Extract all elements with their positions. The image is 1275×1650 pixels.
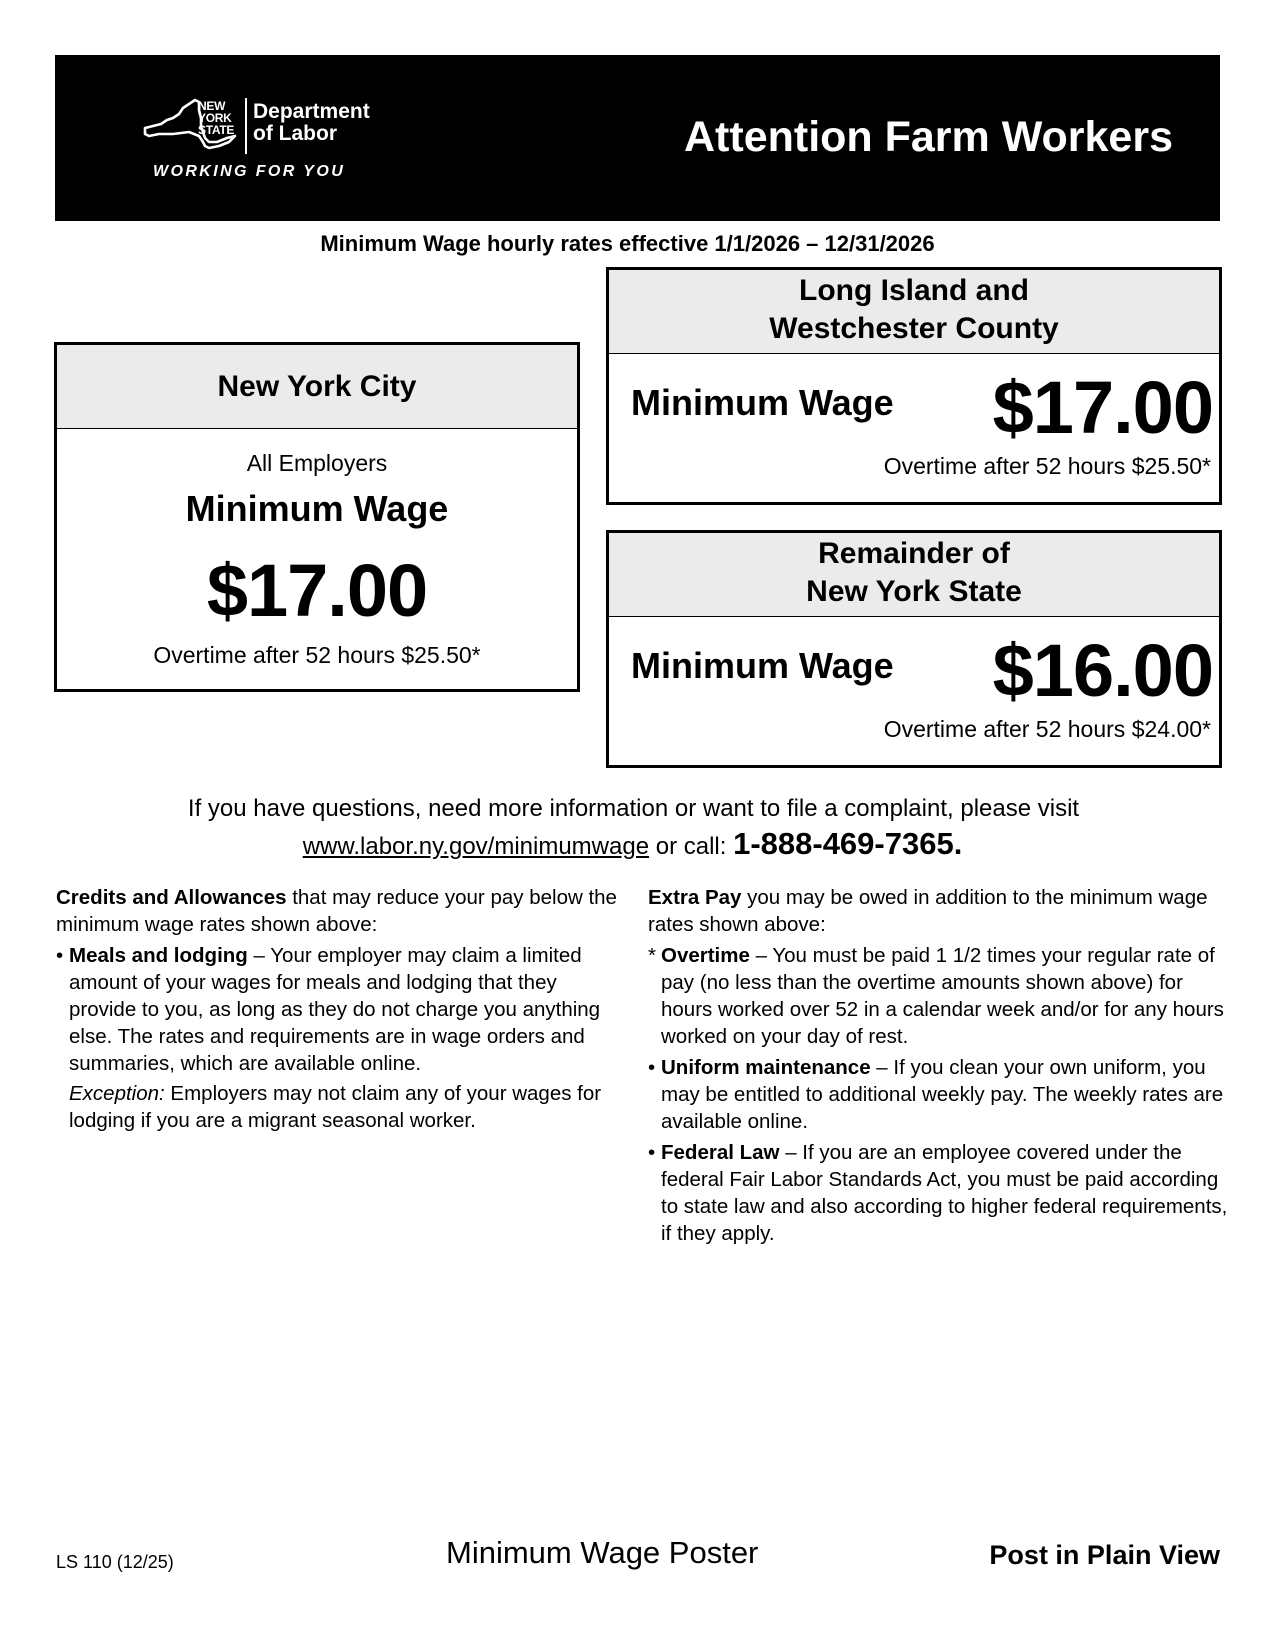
logo-dept-line1: Department [253,100,370,123]
form-code: LS 110 (12/25) [56,1552,174,1572]
remainder-region-line2: New York State [806,575,1022,608]
asterisk-icon: * [648,944,656,967]
bullet-icon: • [648,1141,656,1164]
uniform-text: – If you clean your own uniform, you may be entitled to additional weekly pay. The weekly rates are available online. [661,1056,1224,1133]
extra-pay-section [648,884,1228,1247]
remainder-region-header [609,533,1219,617]
extra-pay-intro [648,884,1228,938]
logo-state-text: NEW YORK STATE [198,99,235,137]
logo-divider [245,98,247,154]
remainder-minimum-wage-amount: $16.00 [992,629,1213,712]
nyc-rate-box [54,342,580,692]
logo-department-text [253,101,370,145]
extra-pay-heading: Extra Pay [648,886,742,909]
post-instruction: Post in Plain View [989,1540,1220,1570]
bullet-icon: • [56,944,64,967]
poster-name: Minimum Wage Poster [446,1535,759,1570]
effective-dates: Minimum Wage hourly rates effective 1/1/2026 – 12/31/2026 [320,231,935,256]
phone-number: 1-888-469-7365. [733,826,963,861]
federal-law-title: Federal Law [661,1141,780,1164]
uniform-item [648,1054,1228,1135]
exception-text: Employers may not claim any of your wages for lodging if you are a migrant seasonal worker. [69,1082,602,1132]
nys-dol-logo [143,98,403,188]
credits-heading: Credits and Allowances [56,886,287,909]
uniform-title: Uniform maintenance [661,1056,871,1079]
credits-intro-text: that may reduce your pay below the minimum wage rates shown above: [56,886,617,936]
or-call-text: or call: [649,833,734,860]
remainder-overtime: Overtime after 52 hours $24.00* [883,716,1211,742]
lodging-exception [56,1080,621,1134]
long-island-region-line2: Westchester County [769,312,1059,345]
nyc-minimum-wage-label: Minimum Wage [185,488,449,529]
long-island-minimum-wage-amount: $17.00 [992,366,1213,449]
extra-pay-intro-text: you may be owed in addition to the minimum wage rates shown above: [648,886,1208,936]
overtime-text: – You must be paid 1 1/2 times your regular rate of pay (no less than the overtime amounts shown above) for hours worked over 52 in a calendar week and/or for any hours worked on your day of rest. [661,944,1224,1048]
remainder-minimum-wage-label: Minimum Wage [631,645,894,686]
bullet-icon: • [648,1056,656,1079]
logo-tagline: WORKING FOR YOU [153,163,346,180]
federal-law-text: – If you are an employee covered under the federal Fair Labor Standards Act, you must be paid according to state law and also according to higher federal requirements, if they apply. [661,1141,1228,1245]
federal-law-item [648,1139,1228,1247]
contact-info: If you have questions, need more information or want to file a complaint, please visit [187,795,1080,822]
remainder-rate-box [606,530,1222,768]
header-banner [55,55,1220,221]
nyc-employers: All Employers [246,450,388,476]
minimum-wage-link[interactable]: www.labor.ny.gov/minimumwage [302,833,650,860]
contact-line [0,826,1275,862]
long-island-overtime: Overtime after 52 hours $25.50* [883,453,1211,479]
long-island-region-line1: Long Island and [799,274,1029,307]
meals-lodging-item [56,942,621,1077]
page-title: Attention Farm Workers [684,113,1173,161]
long-island-minimum-wage-label: Minimum Wage [631,382,894,423]
overtime-title: Overtime [661,944,750,967]
exception-label: Exception: [69,1082,165,1105]
remainder-region-line1: Remainder of [818,537,1010,570]
long-island-region-header [609,270,1219,354]
meals-lodging-text: – Your employer may claim a limited amount of your wages for meals and lodging that they provide to you, as long as they do not charge you anything else. The rates and requirements are in wage orders and summaries, which are available online. [69,944,601,1075]
credits-section [56,884,621,1134]
nyc-minimum-wage-amount: $17.00 [206,549,428,632]
logo-dept-line2: of Labor [253,122,337,145]
meals-lodging-title: Meals and lodging [69,944,248,967]
overtime-item [648,942,1228,1050]
long-island-rate-box [606,267,1222,505]
credits-intro [56,884,621,938]
nyc-overtime: Overtime after 52 hours $25.50* [153,642,481,668]
nyc-region-header: New York City [57,345,577,429]
